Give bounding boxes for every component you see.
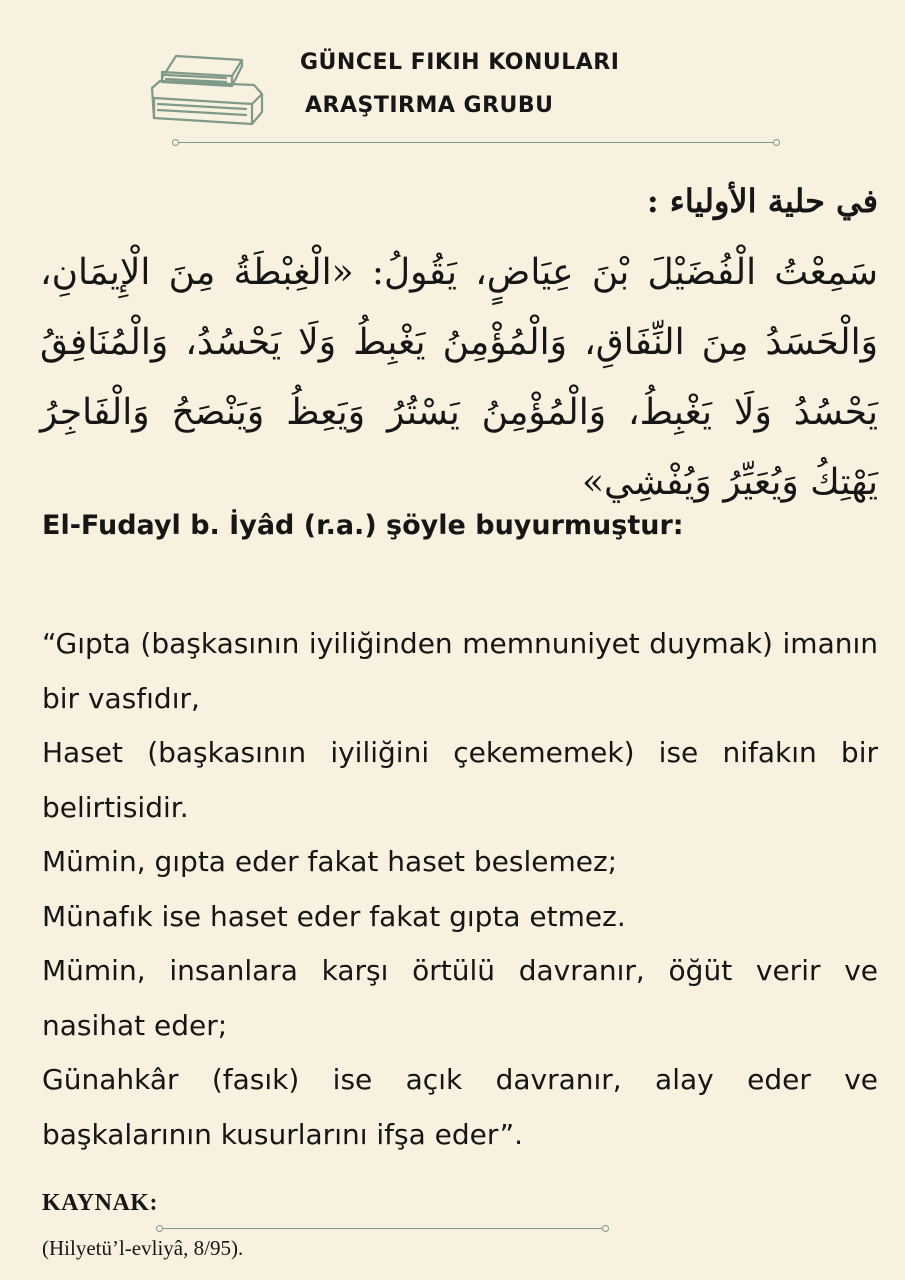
translation-line: Haset (başkasının iyiliğini çekememek) ise nifakın bir belirtisidir. <box>42 736 878 824</box>
brand-subtitle: ARAŞTIRMA GRUBU <box>305 93 554 118</box>
translation-line: Günahkâr (fasık) ise açık davranır, alay eder ve başkalarının kusurlarını ifşa eder”. <box>42 1063 878 1151</box>
top-divider <box>176 142 776 143</box>
brand-title: GÜNCEL FIKIH KONULARI <box>300 50 620 75</box>
bottom-divider <box>160 1228 605 1229</box>
source-label: KAYNAK: <box>42 1190 158 1216</box>
translation-line: Mümin, insanlara karşı örtülü davranır, öğüt verir ve nasihat eder; <box>42 954 878 1042</box>
translation-body <box>42 617 878 1162</box>
translation-heading: El-Fudayl b. İyâd (r.a.) şöyle buyurmuştur: <box>42 510 684 541</box>
translation-line: Mümin, gıpta eder fakat haset beslemez; <box>42 845 618 878</box>
source-citation: (Hilyetü’l-evliyâ, 8/95). <box>42 1236 244 1260</box>
arabic-source-title: في حلية الأولياء : <box>646 182 878 220</box>
translation-line: Münafık ise haset eder fakat gıpta etmez. <box>42 899 626 933</box>
translation-line: “Gıpta (başkasının iyiliğinden memnuniyet duymak) imanın bir vasfıdır, <box>42 627 878 715</box>
books-icon <box>146 48 268 130</box>
header <box>0 0 905 150</box>
arabic-quote: سَمِعْتُ الْفُضَيْلَ بْنَ عِيَاضٍ، يَقُولُ: «الْغِبْطَةُ مِنَ الْإِيمَانِ، وَالْحَسَدُ مِنَ النِّفَاقِ، وَالْمُؤْمِنُ يَغْبِطُ وَلَا يَحْسُدُ، وَالْمُنَافِقُ يَحْسُدُ وَلَا يَغْبِطُ، وَالْمُؤْمِنُ يَسْتُرُ وَيَعِظُ وَيَنْصَحُ وَالْفَاجِرُ يَهْتِكُ وَيُعَيِّرُ وَيُفْشِي» <box>40 252 878 503</box>
